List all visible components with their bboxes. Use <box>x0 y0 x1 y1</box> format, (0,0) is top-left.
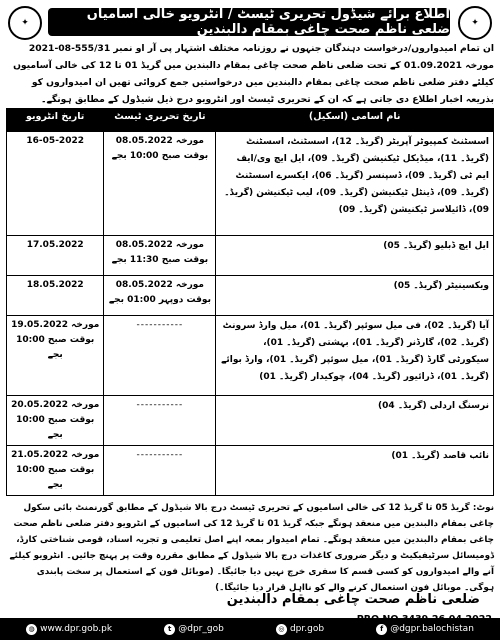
post-cell: نائب قاصد (گریڈ۔ 01) <box>216 446 494 496</box>
interview-time: بوقت صبح 10:00 بجے <box>16 465 95 490</box>
header-interview-date: تاریخ انٹرویو <box>7 109 104 132</box>
interview-date: 16-05-2022 <box>26 136 84 146</box>
test-cell <box>104 276 216 316</box>
signature-line: ضلعی ناظم صحت چاغی بمقام دالبندین <box>226 592 480 607</box>
interview-date: 18.05.2022 <box>26 280 84 290</box>
schedule-table <box>6 108 494 496</box>
interview-time: بوقت صبح 10:00 بجے <box>16 335 95 360</box>
test-date: مورخہ 08.05.2022 <box>115 136 205 146</box>
table-row <box>7 446 494 496</box>
table-row <box>7 236 494 276</box>
facebook-icon: f <box>376 624 387 635</box>
footer-item-instagram[interactable] <box>276 624 324 635</box>
interview-cell <box>7 132 104 236</box>
table-header-row <box>7 109 494 132</box>
footer-label: www.dpr.gob.pk <box>40 624 113 634</box>
footer-item-facebook[interactable] <box>376 624 474 635</box>
interview-cell <box>7 396 104 446</box>
note-paragraph: نوٹ: گریڈ 05 تا گریڈ 12 کی خالی اسامیوں کے تحریری ٹیسٹ درج بالا شیڈول کے مطابق گورنمنٹ بائی سکول چاغی بمقام دالبندین میں منعقد ہونگے جبکہ گریڈ 01 تا گریڈ 12 کی اسامیوں کے انٹرویو دفتر ضلعی ناظم صحت چاغی بمقام دالبندین میں منعقد ہونگے۔ تمام امیدوار بمعہ اپنے اصل تعلیمی و تجربہ اسناد، قومی شناختی کارڈ، ڈومیسائل سرٹیفیکیٹ و دیگر ضروری کاغذات درج بالا شیڈول کے مطابق مقررہ وقت پر پہنچ جائیں۔ انٹرویو کیلئے آنے والے امیدواروں کو کسی قسم کا سفری خرچ نہیں دیا جائیگا۔ (موبائل فون کے استعمال پر سخت پابندی ہوگی۔ موبائل فون استعمال کرنے والے کو نااہل قرار دیا جائیگا۔) <box>9 503 494 593</box>
page-title: اطلاع برائے شیڈول تحریری ٹیسٹ / انٹرویو خالی آسامیاں ضلعی ناظم صحت چاغی بمقام دالبندین <box>48 8 450 36</box>
interview-cell <box>7 236 104 276</box>
post-cell: آیا (گریڈ۔ 02)، فی میل سوئپر (گریڈ۔ 01)، میل وارڈ سرونٹ (گریڈ۔ 02)، گارڈنر (گریڈ۔ 01)، بہشتی (گریڈ۔ 01)، سیکورٹی گارڈ (گریڈ۔ 01)، میل سوئپر (گریڈ۔ 01)، وارڈ بوائے (گریڈ۔ 01)، ڈرائیور (گریڈ۔ 04)، چوکیدار (گریڈ۔ 01) <box>216 316 494 396</box>
test-time: بوقت صبح 10:00 بجے <box>111 151 209 161</box>
intro-paragraph: ان تمام امیدواروں/درخواست دہندگان جنہوں نے روزنامہ مختلف اشتہار پی آر او نمبر 555/31-08-2021 مورخہ 01.09.2021 کے تحت ضلعی ناظم صحت چاغی بمقام دالبندین میں گریڈ 01 تا 12 کی خالی آسامیوں کیلئے دفتر ضلعی ناظم صحت چاغی بمقام دالبندین میں درخواستیں جمع کروائی تھیں ان امیدواروں کو بذریعہ اخبار اطلاع دی جاتی ہے کہ ان کے تحریری ٹیسٹ اور انٹرویو درج ذیل شیڈول کے مطابق ہونگے۔ <box>13 43 494 105</box>
header-test-date: تاریخ تحریری ٹیسٹ <box>104 109 216 132</box>
post-cell: ایل ایچ ڈبلیو (گریڈ۔ 05) <box>216 236 494 276</box>
test-date: مورخہ 08.05.2022 <box>115 280 205 290</box>
footer-bar <box>0 618 500 640</box>
interview-date: مورخہ 20.05.2022 <box>11 400 100 410</box>
emblem-icon-right: ✦ <box>458 6 492 40</box>
header-post: نام اسامی (اسکیل) <box>216 109 494 132</box>
post-cell: اسسٹنٹ کمپیوٹر آپریٹر (گریڈ۔ 12)، اسسٹنٹ، اسسٹنٹ (گریڈ۔ 11)، میڈیکل ٹیکنیشن (گریڈ۔ 09)، ایل ایچ وی/ایف ایم ٹی (گریڈ۔ 09)، ڈسپنسر (گریڈ۔ 06)، ایکسرے اسسٹنٹ (گریڈ۔ 09)، ڈینٹل ٹیکنیشن (گریڈ۔ 09)، لیب ٹیکنیشن (گریڈ۔ 09)، ڈائیلاسز ٹیکنیشن (گریڈ۔ 09) <box>216 132 494 236</box>
test-time: بوقت دوپہر 01:00 بجے <box>108 295 211 305</box>
table-row <box>7 132 494 236</box>
test-cell: ----------- <box>104 446 216 496</box>
interview-date: مورخہ 19.05.2022 <box>11 320 100 330</box>
footer-item-twitter[interactable] <box>164 624 224 635</box>
footer-label: @dpr_gob <box>178 624 224 634</box>
emblem-icon-left: ✦ <box>8 6 42 40</box>
interview-date: 17.05.2022 <box>26 240 84 250</box>
table-row <box>7 276 494 316</box>
test-cell: ----------- <box>104 316 216 396</box>
interview-time: بوقت صبح 10:00 بجے <box>16 415 95 440</box>
test-cell <box>104 236 216 276</box>
footer-label: dpr.gob <box>289 624 325 634</box>
twitter-icon: t <box>164 624 175 635</box>
post-cell: ویکسینیٹر (گریڈ۔ 05) <box>216 276 494 316</box>
globe-icon: ◍ <box>26 624 37 635</box>
test-cell: ----------- <box>104 396 216 446</box>
interview-cell <box>7 316 104 396</box>
table-row <box>7 396 494 446</box>
footer-label: @dgpr.balochistan <box>390 624 474 634</box>
test-date: مورخہ 08.05.2022 <box>115 240 205 250</box>
test-time: بوقت صبح 11:30 بجے <box>111 255 209 265</box>
instagram-icon: ◎ <box>276 624 287 635</box>
interview-date: مورخہ 21.05.2022 <box>11 450 100 460</box>
table-row <box>7 316 494 396</box>
interview-cell <box>7 446 104 496</box>
test-cell <box>104 132 216 236</box>
interview-cell <box>7 276 104 316</box>
post-cell: نرسنگ اردلی (گریڈ۔ 04) <box>216 396 494 446</box>
footer-item-website[interactable] <box>26 624 112 635</box>
